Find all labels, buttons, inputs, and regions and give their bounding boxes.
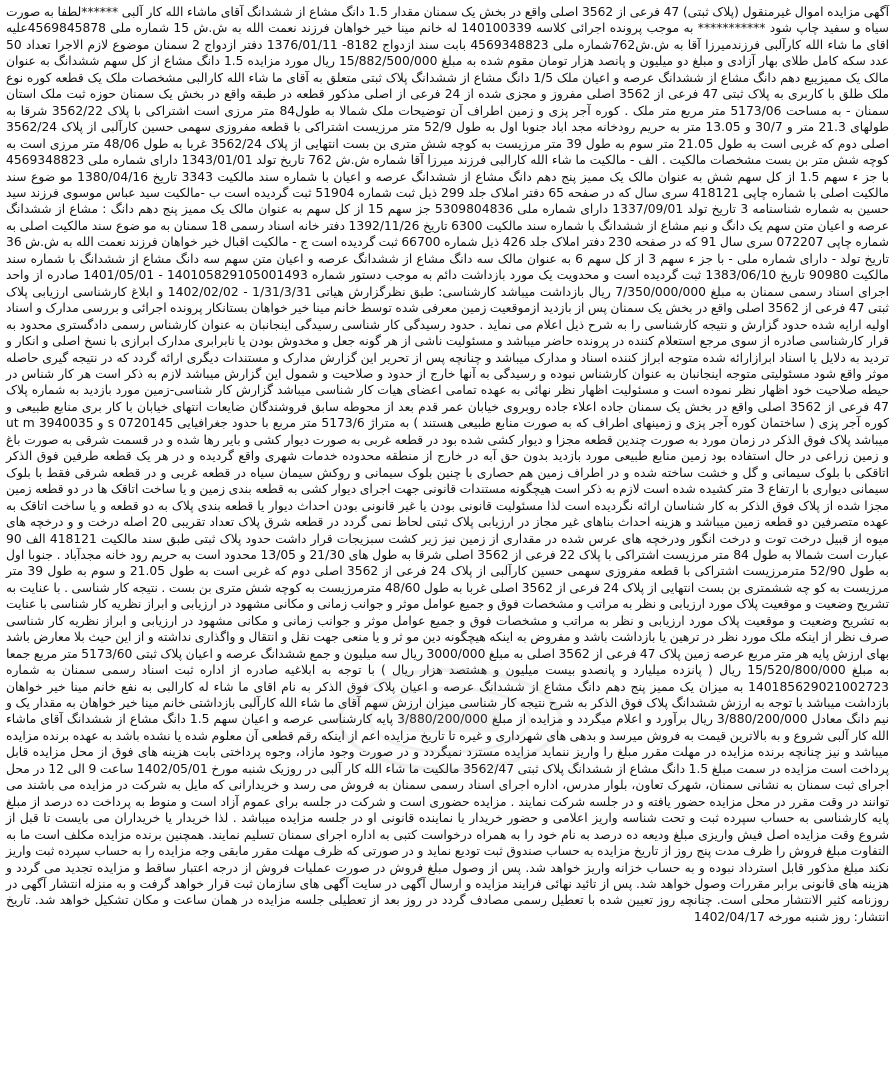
auction-notice-text: آگهی مزایده اموال غیرمنقول (پلاک ثبتی) 47 فرعی از 3562 اصلی واقع در بخش یک سمنان مقدار 1.5 دانگ مشاع از ششدانگ آقای ماشاء الله کار آلبی ******لطفا به صورت سیاه و سفید چاپ شود *********** به موجب پرونده اجرائی کلاسه 140100339 له خانم مینا خیر خواهان فرزند نعمت الله به ش.ش 15 شماره ملی 4569845878علیه اقای ما شاء الله کارآلبی فرزندمیرزا آقا به ش.ش762شماره ملی 4569348823 بابت سند ازدواج 8182- 1376/01/11 دفتر ازدواج 2 سمنان موضوع لازم الاجرا تعداد 50 عدد سکه کامل طلای بهار آزادی و مبلغ دو میلیون و پانصد هزار تومان مقوم شده به مبلغ 15/882/500/000 ریال مورد مزایده 1.5 دانگ مشاع از کل سهم ششدانگ به عنوان مالک یک ممیزیبع دهم دانگ مشاع از ششدانگ عرصه و اعیان ملک 1/5 دانگ مشاع از ششدانگ پلاک ثبتی متعلق به آقای ما شاء الله کارالبی مشخصات ملک یک قطعه کوره نوع ملک طلق با کاربری به پلاک ثبتی 47 فرعی از 3562 اصلی مفروز و مجزی شده از 24 فرعی از اصلی مذکور قطعه در طبقه واقع در بخش یک سمنان حوزه ثبت ملک استان سمنان - به مساحت 5173/06 متر مربع متر ملک . کوره آجر پزی و زمین اطراف آن توضیحات ملک شمالا به طول84 متر مرزی است اشتراکی با پلاک 3562/22 شرقا به طولهای 21.3 متر و 30/7 و 13.05 متر به حریم رودخانه مجد اباد جنوبا اول به طول 52/9 متر مرزیست اشتراکی با قطعه مفروزی سهمی حسین کارآلبی از پلاک 3562/24 اصلی دوم که غربی است به طول 21.05 متر سوم به طول 39 متر مرزیست به کوچه شش متری بن بست انتهایی از پلاک 3562/24 غربا به طول 48/06 متر مرزی است به کوچه شش متر بن بست مشخصات مالکیت . الف - مالکیت ما شاء الله کارالبی فرزند میرزا آقا شماره ش.ش 762 تاریخ تولد 1343/01/01 دارای شماره ملی 4569348823 با جز ء سهم 1.5 از کل سهم شش به عنوان مالک یک ممیز پنج دهم دانگ مشاع از ششدانگ عرصه و اعیان با شماره سند مالکیت 3343 تاریخ 1380/04/16 مو ضوع سند مالکیت اصلی با شماره چاپی 418121 سری سال که در صفحه 65 دفتر املاک جلد 299 ذیل ثبت شماره 51904 ثبت گردیده است ب -مالکیت سید عباس موسوی فرزند سید حسین به شماره شناسنامه 3 تاریخ تولد 1337/09/01 دارای شماره ملی 5309804836 جز سهم 15 از کل سهم به عنوان مالک یک ممیز پنج دهم دانگ : مشاع از ششدانگ عرصه و اعیان متن سهم یک دانگ و نیم مشاع از ششدانگ با شماره سند مالکیت 6300 تاریخ 1392/11/26 دفتر خانه اسناد رسمی 18 سمنان به مو ضوع سند مالکیت اصلی به شماره چاپی 072207 سری سال 91 که در صفحه 230 دفتر املاک جلد 426 ذیل شماره 66700 ثبت گردیده است ج - مالکیت اقبال خیر خواهان فرزند نعمت الله به ش.ش 36 تاریخ تولد - دارای شماره ملی - با جز ء سهم 3 از کل سهم 6 به عنوان مالک سه دانگ مشاع از ششدانگ عرصه و اعیان متن سهم سه دانگ مشاع از ششدانگ با شماره سند مالکیت 90980 تاریخ 1383/06/10 ثبت گردیده است و محدویت یک مورد بازداشت دائم به موجب دستور شماره 140105829105001493 - 1401/05/01 صادره از واحد اجرای اسناد رسمی سمنان به مبلغ 7/350/000/000 ریال بازداشت میباشد کارشناسی: طبق نظرگزارش هیاتی 1/31/3/31 - 1402/02/02 و ابلاغ کارشناسی ارزیابی پلاک ثبتی 47 فرعی از 3562 اصلی واقع در بخش یک سمنان پس از بازدید ازموقعیت زمین معرفی شده توسط خانم مینا خیر خواهان بستانکار پرونده اجرائی و بررسی مدارک و اسناد اولیه ارایه شده حدود گزارش و نتیجه کارشناسی را به شرح ذیل اعلام می نماید . حدود رسیدگی کار شناسی رسیدگی اینجانبان به عنوان کارشناس رسمی دادگستری محدود به قرار کارشناسی صادره از سوی مرجع استعلام کننده در پرونده حاضر میباشد و مسئولیت ناشی از هر گونه جعل و مخدوش بودن یا نابرابری مدارک ابرازی با نسخ اصلی و انکار و تردید به دلایل یا اسناد ابرازارائه شده متوجه ابراز کننده اسناد و مدارک میباشد و چنانچه پس از تحریر این گزارش مدارک و مستندات دیگری ارائه گردد که در نتیجه گیری حاصله موثر واقع شود مسئولیتی متوجه اینجانبان به عنوان کارشناس نبوده و رسیدگی به آنها خارج از حدود و صلاحیت و شمول این گزارش میباشد لازم به ذکر است هر کار شناس در حیطه صلاحیت خود اظهار نظر نموده است و مسئولیت اظهار نظر نهائی به عهده تمامی اعضای هیات کار شناسی میباشد گزارش کار شناسی-زمین مورد بازدید به شماره پلاک 47 فرعی از 3562 اصلی واقع در بخش یک سمنان جاده اعلاء جاده روبروی خیابان عمر قدم بعد از محوطه سابق فروشندگان ضایعات انتهای خیابان با کار بری منابع طبیعی و کوره آجر پزی ( ساختمان کوره آجر پزی و زمینهای اطراف که به صورت منابع طبیعی هستند ) به متراژ 5173/6 متر مربع با حدود جغرافیایی 0720145 s و 3940035 ut m میباشد پلاک فوق الذکر در زمان مورد به صورت چندین قطعه مجزا و دیوار کشی شده بود در قطعه غربی به صورت دیوار کشی و بایر رها شده و در قسمت شرقی به صورت باغ و زمین زراعی در حال استفاده بود زمین منابع طبیعی مورد بازدید بدون حق آبه در خارج از منطقه محدوده خدمات شهری واقع گردیده و در هر یک قطعه طرفین فوق الذکر اتاقکی با بلوک سیمانی و گل و خشت ساخته شده و در اطراف زمین هم حصاری با چنین بلوک سیمانی و روکش سیمان سیاه در قطعه غربی و در قطعه شرقی فقط با بلوک سیمانی دیواری با ارتفاع 3 متر کشیده شده است لازم به ذکر است هیچگونه مستندات قانونی جهت اجرای دیوار کشی به قطعه بندی زمین و یا ساخت اتاقک ها در دو قطعه زمین مجزا شده از پلاک فوق الذکر به کار شناسان ارائه نگردیده است لذا مسئولیت قانونی بودن یا غیر قانونی بودن احداث دیوار یا قطعه بندی پلاک به دو قطعه و یا ساخت اتاقک به عهده متصرفین دو قطعه زمین میباشد و هزینه احداث بناهای غیر مجاز در ارزیابی پلاک ثبتی لحاظ نمی گردد در قطعه شرق پلاک تعداد تقریبی 20 اصله درخت و و درخچه های میوه از قبیل درخت توت و درخت انگور ودرخچه های عرس شده در مقداری از زمین نیز زیر کشت سبزیجات قرار داشت حدود پلاک ثبتی طبق سند مالکیت 418121 الف 90 عبارت است شمالا به طول 84 متر مرزیست اشتراکی با پلاک 22 فرعی از 3562 اصلی شرقا به طول های 21/30 و 13/05 محدود است به حریم رود خانه مجدآباد . جنوبا اول به طول 52/90 مترمرزیست اشتراکی با قطعه مفروزی سهمی حسین کارآلبی از پلاک 24 فرعی از 3562 اصلی دوم که غربی است به طول 21.05 و سوم به طول 39 متر مرزیست به کو چه ششمتری بن بست انتهایی از پلاک 24 فرعی از 3562 اصلی غربا به طول 48/60 مترمرزیست به کوچه شش متری بن بست . نتیجه کار شناسی . با عنایت به تشریح وضعیت و موقعیت پلاک مورد ارزیابی و نظر به مراتب و مشخصات فوق و جمیع عوامل موثر و جوانب زمانی و مکانی مشهود در ارزیابی و ابراز نظریه کار شناسی با عنایت به تشریح وضعیت و موقعیت پلاک مورد ارزیابی و نظر به مراتب و مشخصات فوق و جمیع عوامل موثر و جوانب زمانی و مکانی مشهود در ارزیابی و ابراز نظریه کار شناسی صرف نظر از اینکه ملک مورد نظر در ترهین یا بازداشت باشد و مفروض به اینکه هیچگونه دین مو ثر و یا منعی جهت نقل و انتقال و واگذاری نداشته و از این حیث بلا معارض باشد بهای ارزش پایه هر متر مربع عرصه زمین پلاک 47 فرعی از 3562 اصلی به مبلغ 3000/000 ریال سه میلیون و جمع ششدانگ عرصه و اعیان پلاک ثبتی 5173/60 متر مربع جمعا به مبلغ 15/520/800/000 ریال ( پانزده میلیارد و پانصدو بیست میلیون و هشتصد هزار ریال ) با توجه به ابلاغیه صادره از اداره ثبت اسناد رسمی سمنان به شماره 140185629021002723 به میزان یک ممیز پنج دهم دانگ مشاع از ششدانگ عرصه و اعیان پلاک فوق الذکر به نام اقای ما شاء له کارالبی به نفع خانم مینا خیر خواهان بازداشت میباشد با توجه به ارزش ششدانگ پلاک فوق الذکر به شرح نتیجه کار شناسی میزان ارزش سهم آقای ما شاء الله کارآلبی بازداشتی خانم مینا خیر خواهان به مقدار یک و نیم دانگ معادل 3/880/200/000 ریال برآورد و اعلام میگردد و مزایده از مبلغ 3/880/200/000 پایه کارشناسی عرصه و اعیان سهم 1.5 دانگ مشاع از ششدانگ آقای ماشاء الله کار آلبی شروع و به بالاترین قیمت به فروش میرسد و بدهی های شهرداری و غیره تا تاریخ مزایده اعم از اینکه رقم قطعی آن معلوم شده یا نشده باشد به عهده برنده مزایده میباشد و نیز چنانچه برنده مزایده در مهلت مقرر مبلغ را واریز ننماید مزایده مسترد نمیگردد و در صورت وجود مازاد، وجوه پرداختی بابت هزینه های فوق از محل مزایده قابل پرداخت است مزایده در سمت مبلغ 1.5 دانگ مشاع از ششدانگ پلاک ثبتی 3562/47 مالکیت ما شاء الله کار آلبی در روزیک شنبه مورخ 1402/05/01 ساعت 9 الی 12 در محل اجرای ثبت سمنان به نشانی سمنان، شهرک تعاون، بلوار مدرس، اداره اجرای اسناد رسمی سمنان به فروش می رسد و خریدارانی که مایل به شرکت در مزایده می باشند می توانند در وقت مقرر در محل مزایده حضور یافته و در جلسه شرکت نمایند . مزایده حضوری است و شرکت در جلسه برای عموم آزاد است و منوط به پرداخت ده درصد از مبلغ پایه کارشناسی به حساب سپرده ثبت و تحت شناسه واریز اعلامی و حضور خریدار یا نماینده قانونی او در جلسه مزایده میباشد . لذا خریدار یا خریداران می بایست تا قبل از شروع وقت مزایده اصل فیش واریزی مبلغ ودیعه ده درصد به نام خود را به همراه درخواست کتبی به اداره اجرای سمنان تسلیم نمایند. همچنین برنده مزایده مکلف است ما به التفاوت مبلغ فروش را ظرف مدت پنج روز از تاریخ مزایده به حساب صندوق ثبت تودیع نماید و در صورتی که ظرف مهلت مقرر مابقی وجه مزایده را به حساب سپرده ثبت واریز نکند مبلغ مذکور قابل استرداد نبوده و به حساب خزانه واریز خواهد شد. پس از وصول مبلغ فروش در صورت عملیات فروش از درجه اعتبار ساقط و مزایده تجدید می گردد و هزینه های قانونی برابر مقررات وصول خواهد شد. پس از تائید نهائی فرایند مزایده و ارسال آگهی در سایت آگهی های سازمان ثبت قرار خواهد گرفت و به منزله انتشار آگهی در روزنامه کثیر الانتشار محلی است. چنانچه روز تعیین شده با تعطیل رسمی مصادف گردد در روز بعد از تعطیلی جلسه مزایده در همان ساعت و مکان تشکیل خواهد شد. تاریخ انتشار: روز شنبه مورخه 1402/04/17 <box>6 5 890 924</box>
